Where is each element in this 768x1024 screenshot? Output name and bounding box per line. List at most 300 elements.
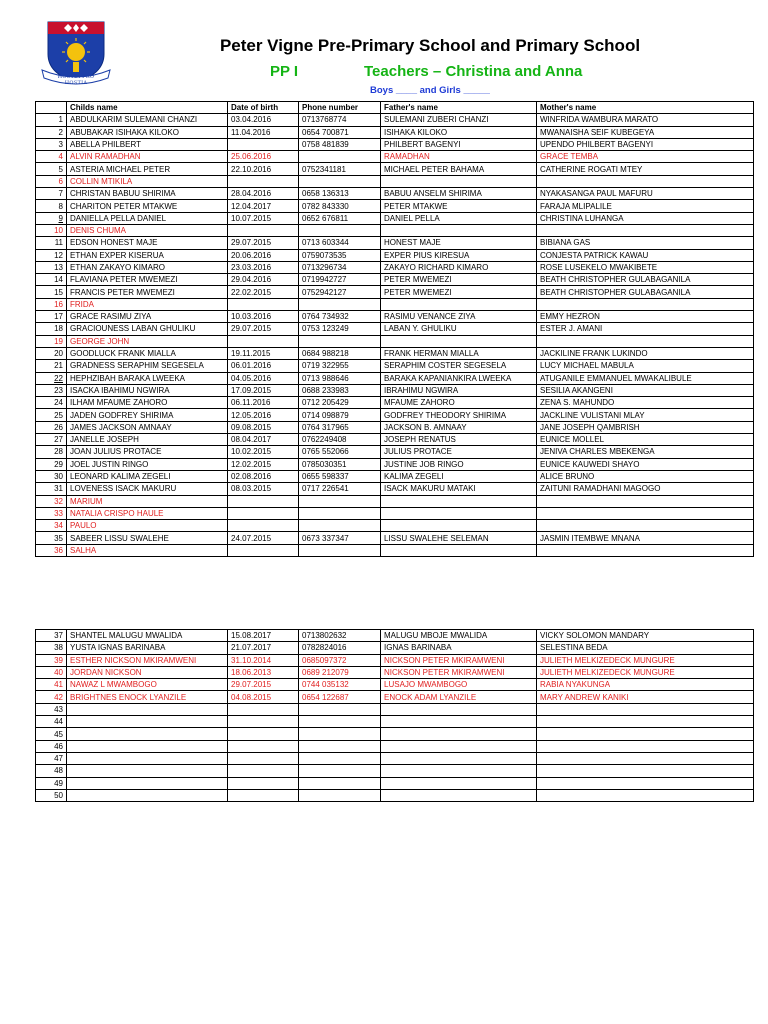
child-name-cell: ILHAM MFAUME ZAHORO: [67, 397, 228, 409]
row-number-cell: 18: [36, 323, 67, 335]
father-name-cell: [381, 728, 537, 740]
phone-number-cell: [299, 335, 381, 347]
mother-name-cell: MWANAISHA SEIF KUBEGEYA: [537, 126, 754, 138]
table-row: [36, 397, 754, 409]
date-of-birth-cell: 22.02.2015: [228, 286, 299, 298]
date-of-birth-cell: [228, 507, 299, 519]
table-row: [36, 335, 754, 347]
father-name-cell: LUSAJO MWAMBOGO: [381, 679, 537, 691]
date-of-birth-cell: [228, 728, 299, 740]
date-of-birth-cell: 29.07.2015: [228, 237, 299, 249]
row-number-cell: 14: [36, 274, 67, 286]
row-number-cell: 20: [36, 347, 67, 359]
table-header-row: [36, 102, 754, 114]
date-of-birth-cell: 11.04.2016: [228, 126, 299, 138]
date-of-birth-cell: 17.09.2015: [228, 384, 299, 396]
mother-name-cell: SELESTINA BEDA: [537, 642, 754, 654]
row-number-cell: 1: [36, 114, 67, 126]
date-of-birth-cell: [228, 703, 299, 715]
table-row: [36, 679, 754, 691]
child-name-cell: SHANTEL MALUGU MWALIDA: [67, 630, 228, 642]
father-name-cell: PETER MWEMEZI: [381, 286, 537, 298]
row-number-cell: 8: [36, 200, 67, 212]
row-number-cell: 11: [36, 237, 67, 249]
phone-number-cell: 0752341181: [299, 163, 381, 175]
mother-name-cell: [537, 703, 754, 715]
child-name-cell: JADEN GODFREY SHIRIMA: [67, 409, 228, 421]
phone-number-cell: [299, 520, 381, 532]
child-name-cell: ABUBAKAR ISIHAKA KILOKO: [67, 126, 228, 138]
phone-number-cell: 0714 098879: [299, 409, 381, 421]
table-row: [36, 777, 754, 789]
father-name-cell: MICHAEL PETER BAHAMA: [381, 163, 537, 175]
child-name-cell: JAMES JACKSON AMNAAY: [67, 421, 228, 433]
date-of-birth-cell: 15.08.2017: [228, 630, 299, 642]
father-name-cell: PHILBERT BAGENYI: [381, 138, 537, 150]
table-row: [36, 138, 754, 150]
phone-number-cell: 0785030351: [299, 458, 381, 470]
phone-number-cell: [299, 175, 381, 187]
boys-girls-count-line: Boys ____ and Girls _____: [370, 85, 490, 96]
table-row: [36, 532, 754, 544]
mother-name-cell: BEATH CHRISTOPHER GULABAGANILA: [537, 274, 754, 286]
table-row: [36, 507, 754, 519]
row-number-cell: 34: [36, 520, 67, 532]
child-name-cell: NATALIA CRISPO HAULE: [67, 507, 228, 519]
child-name-cell: [67, 728, 228, 740]
phone-number-cell: 0688 233983: [299, 384, 381, 396]
date-of-birth-cell: 04.05.2016: [228, 372, 299, 384]
date-of-birth-cell: 06.01.2016: [228, 360, 299, 372]
father-name-cell: NICKSON PETER MKIRAMWENI: [381, 654, 537, 666]
mother-name-cell: [537, 335, 754, 347]
phone-number-cell: 0717 226541: [299, 483, 381, 495]
column-header-date-of-birth: Date of birth: [228, 102, 299, 114]
phone-number-cell: 0684 988218: [299, 347, 381, 359]
father-name-cell: [381, 544, 537, 556]
child-name-cell: CHARITON PETER MTAKWE: [67, 200, 228, 212]
table-row: [36, 311, 754, 323]
child-name-cell: [67, 789, 228, 801]
table-row: [36, 286, 754, 298]
father-name-cell: [381, 520, 537, 532]
phone-number-cell: [299, 495, 381, 507]
student-roster-table: [35, 101, 754, 557]
phone-number-cell: 0654 700871: [299, 126, 381, 138]
phone-number-cell: 0655 598337: [299, 470, 381, 482]
date-of-birth-cell: 06.11.2016: [228, 397, 299, 409]
date-of-birth-cell: [228, 335, 299, 347]
date-of-birth-cell: [228, 224, 299, 236]
father-name-cell: DANIEL PELLA: [381, 212, 537, 224]
table-row: [36, 384, 754, 396]
child-name-cell: ESTHER NICKSON MKIRAMWENI: [67, 654, 228, 666]
date-of-birth-cell: 10.07.2015: [228, 212, 299, 224]
father-name-cell: JULIUS PROTACE: [381, 446, 537, 458]
table-row: [36, 163, 754, 175]
mother-name-cell: JULIETH MELKIZEDECK MUNGURE: [537, 666, 754, 678]
table-row: [36, 114, 754, 126]
father-name-cell: FRANK HERMAN MIALLA: [381, 347, 537, 359]
row-number-cell: 4: [36, 151, 67, 163]
date-of-birth-cell: [228, 752, 299, 764]
school-name: Peter Vigne Pre-Primary School and Primary School: [219, 36, 641, 55]
table-row: [36, 752, 754, 764]
father-name-cell: [381, 224, 537, 236]
father-name-cell: [381, 335, 537, 347]
father-name-cell: SERAPHIM COSTER SEGESELA: [381, 360, 537, 372]
father-name-cell: RAMADHAN: [381, 151, 537, 163]
row-number-cell: 5: [36, 163, 67, 175]
table-row: [36, 274, 754, 286]
phone-number-cell: [299, 151, 381, 163]
phone-number-cell: 0719942727: [299, 274, 381, 286]
mother-name-cell: [537, 789, 754, 801]
row-number-cell: 35: [36, 532, 67, 544]
mother-name-cell: LUCY MICHAEL MABULA: [537, 360, 754, 372]
date-of-birth-cell: 29.07.2015: [228, 679, 299, 691]
father-name-cell: JOSEPH RENATUS: [381, 434, 537, 446]
phone-number-cell: [299, 789, 381, 801]
child-name-cell: ETHAN EXPER KISERUA: [67, 249, 228, 261]
table-row: [36, 446, 754, 458]
child-name-cell: JOAN JULIUS PROTACE: [67, 446, 228, 458]
row-number-cell: 23: [36, 384, 67, 396]
date-of-birth-cell: [228, 138, 299, 150]
row-number-cell: 13: [36, 261, 67, 273]
phone-number-cell: 0759073535: [299, 249, 381, 261]
mother-name-cell: WINFRIDA WAMBURA MARATO: [537, 114, 754, 126]
table-row: [36, 347, 754, 359]
child-name-cell: DANIELLA PELLA DANIEL: [67, 212, 228, 224]
date-of-birth-cell: [228, 740, 299, 752]
mother-name-cell: [537, 520, 754, 532]
mother-name-cell: CONJESTA PATRICK KAWAU: [537, 249, 754, 261]
date-of-birth-cell: [228, 495, 299, 507]
phone-number-cell: [299, 298, 381, 310]
row-number-cell: 27: [36, 434, 67, 446]
table-row: [36, 630, 754, 642]
phone-number-cell: 0752942127: [299, 286, 381, 298]
mother-name-cell: JANE JOSEPH QAMBRISH: [537, 421, 754, 433]
child-name-cell: SABEER LISSU SWALEHE: [67, 532, 228, 544]
child-name-cell: FRANCIS PETER MWEMEZI: [67, 286, 228, 298]
row-number-cell: 40: [36, 666, 67, 678]
father-name-cell: SULEMANI ZUBERI CHANZI: [381, 114, 537, 126]
father-name-cell: LABAN Y. GHULIKU: [381, 323, 537, 335]
child-name-cell: ALVIN RAMADHAN: [67, 151, 228, 163]
child-name-cell: [67, 752, 228, 764]
phone-number-cell: 0689 212079: [299, 666, 381, 678]
date-of-birth-cell: 04.08.2015: [228, 691, 299, 703]
date-of-birth-cell: 29.04.2016: [228, 274, 299, 286]
date-of-birth-cell: 23.03.2016: [228, 261, 299, 273]
date-of-birth-cell: 25.06.2016: [228, 151, 299, 163]
row-number-cell: 45: [36, 728, 67, 740]
date-of-birth-cell: [228, 716, 299, 728]
child-name-cell: ISACKA IBAHIMU NGWIRA: [67, 384, 228, 396]
table-row: [36, 237, 754, 249]
phone-number-cell: 0654 122687: [299, 691, 381, 703]
row-number-cell: 10: [36, 224, 67, 236]
table-row: [36, 789, 754, 801]
child-name-cell: NAWAZ L MWAMBOGO: [67, 679, 228, 691]
child-name-cell: HEPHZIBAH BARAKA LWEEKA: [67, 372, 228, 384]
mother-name-cell: [537, 495, 754, 507]
phone-number-cell: [299, 703, 381, 715]
date-of-birth-cell: 18.06.2013: [228, 666, 299, 678]
phone-number-cell: 0753 123249: [299, 323, 381, 335]
phone-number-cell: 0713768774: [299, 114, 381, 126]
phone-number-cell: 0652 676811: [299, 212, 381, 224]
row-number-cell: 38: [36, 642, 67, 654]
child-name-cell: [67, 765, 228, 777]
date-of-birth-cell: 08.04.2017: [228, 434, 299, 446]
phone-number-cell: 0658 136313: [299, 188, 381, 200]
table-row: [36, 740, 754, 752]
phone-number-cell: 0764 317965: [299, 421, 381, 433]
mother-name-cell: CATHERINE ROGATI MTEY: [537, 163, 754, 175]
row-number-cell: 3: [36, 138, 67, 150]
row-number-cell: 30: [36, 470, 67, 482]
mother-name-cell: MARY ANDREW KANIKI: [537, 691, 754, 703]
table-row: [36, 175, 754, 187]
row-number-cell: 22: [36, 372, 67, 384]
child-name-cell: GRACE RASIMU ZIYA: [67, 311, 228, 323]
column-header-father-name: Father's name: [381, 102, 537, 114]
table-row: [36, 421, 754, 433]
father-name-cell: MFAUME ZAHORO: [381, 397, 537, 409]
table-row: [36, 666, 754, 678]
father-name-cell: ISIHAKA KILOKO: [381, 126, 537, 138]
father-name-cell: [381, 175, 537, 187]
phone-number-cell: 0765 552066: [299, 446, 381, 458]
mother-name-cell: [537, 298, 754, 310]
row-number-cell: 16: [36, 298, 67, 310]
father-name-cell: [381, 298, 537, 310]
mother-name-cell: RABIA NYAKUNGA: [537, 679, 754, 691]
row-number-cell: 17: [36, 311, 67, 323]
mother-name-cell: CHRISTINA LUHANGA: [537, 212, 754, 224]
child-name-cell: ASTERIA MICHAEL PETER: [67, 163, 228, 175]
table-row: [36, 483, 754, 495]
row-number-cell: 7: [36, 188, 67, 200]
father-name-cell: [381, 507, 537, 519]
mother-name-cell: JULIETH MELKIZEDECK MUNGURE: [537, 654, 754, 666]
father-name-cell: ZAKAYO RICHARD KIMARO: [381, 261, 537, 273]
father-name-cell: PETER MWEMEZI: [381, 274, 537, 286]
child-name-cell: JANELLE JOSEPH: [67, 434, 228, 446]
row-number-cell: 37: [36, 630, 67, 642]
date-of-birth-cell: 29.07.2015: [228, 323, 299, 335]
mother-name-cell: [537, 728, 754, 740]
child-name-cell: [67, 703, 228, 715]
phone-number-cell: 0744 035132: [299, 679, 381, 691]
phone-number-cell: 0713296734: [299, 261, 381, 273]
child-name-cell: [67, 777, 228, 789]
row-number-cell: 36: [36, 544, 67, 556]
child-name-cell: [67, 716, 228, 728]
table-row: [36, 495, 754, 507]
mother-name-cell: JACKLINE VULISTANI MLAY: [537, 409, 754, 421]
phone-number-cell: [299, 544, 381, 556]
table-row: [36, 716, 754, 728]
father-name-cell: GODFREY THEODORY SHIRIMA: [381, 409, 537, 421]
mother-name-cell: [537, 544, 754, 556]
table-row: [36, 765, 754, 777]
row-number-cell: 25: [36, 409, 67, 421]
phone-number-cell: 0673 337347: [299, 532, 381, 544]
table-row: [36, 372, 754, 384]
row-number-cell: 29: [36, 458, 67, 470]
date-of-birth-cell: 09.08.2015: [228, 421, 299, 433]
child-name-cell: GRADNESS SERAPHIM SEGESELA: [67, 360, 228, 372]
row-number-cell: 24: [36, 397, 67, 409]
father-name-cell: LISSU SWALEHE SELEMAN: [381, 532, 537, 544]
row-number-cell: 33: [36, 507, 67, 519]
table-row: [36, 728, 754, 740]
father-name-cell: ENOCK ADAM LYANZILE: [381, 691, 537, 703]
father-name-cell: BARAKA KAPANIANKIRA LWEEKA: [381, 372, 537, 384]
mother-name-cell: ZAITUNI RAMADHANI MAGOGO: [537, 483, 754, 495]
father-name-cell: [381, 740, 537, 752]
phone-number-cell: [299, 765, 381, 777]
mother-name-cell: UPENDO PHILBERT BAGENYI: [537, 138, 754, 150]
date-of-birth-cell: [228, 777, 299, 789]
phone-number-cell: 0713 603344: [299, 237, 381, 249]
row-number-cell: 39: [36, 654, 67, 666]
father-name-cell: [381, 765, 537, 777]
phone-number-cell: [299, 224, 381, 236]
date-of-birth-cell: 19.11.2015: [228, 347, 299, 359]
row-number-cell: 6: [36, 175, 67, 187]
table-row: [36, 642, 754, 654]
date-of-birth-cell: [228, 298, 299, 310]
mother-name-cell: [537, 224, 754, 236]
father-name-cell: IBRAHIMU NGWIRA: [381, 384, 537, 396]
father-name-cell: EXPER PIUS KIRESUA: [381, 249, 537, 261]
mother-name-cell: EUNICE MOLLEL: [537, 434, 754, 446]
table-row: [36, 212, 754, 224]
row-number-cell: 26: [36, 421, 67, 433]
child-name-cell: SALHA: [67, 544, 228, 556]
mother-name-cell: [537, 716, 754, 728]
phone-number-cell: 0762249408: [299, 434, 381, 446]
table-row: [36, 470, 754, 482]
date-of-birth-cell: [228, 520, 299, 532]
child-name-cell: COLLIN MTIKILA: [67, 175, 228, 187]
phone-number-cell: [299, 740, 381, 752]
child-name-cell: FRIDA: [67, 298, 228, 310]
phone-number-cell: 0712 205429: [299, 397, 381, 409]
date-of-birth-cell: 21.07.2017: [228, 642, 299, 654]
table-row: [36, 520, 754, 532]
child-name-cell: GOODLUCK FRANK MIALLA: [67, 347, 228, 359]
teachers-line: Teachers – Christina and Anna: [364, 63, 583, 80]
mother-name-cell: BEATH CHRISTOPHER GULABAGANILA: [537, 286, 754, 298]
phone-number-cell: 0713802632: [299, 630, 381, 642]
child-name-cell: BRIGHTNES ENOCK LYANZILE: [67, 691, 228, 703]
column-header-mother-name: Mother's name: [537, 102, 754, 114]
mother-name-cell: [537, 752, 754, 764]
table-row: [36, 188, 754, 200]
row-number-cell: 31: [36, 483, 67, 495]
phone-number-cell: 0764 734932: [299, 311, 381, 323]
child-name-cell: LOVENESS ISACK MAKURU: [67, 483, 228, 495]
child-name-cell: GRACIOUNESS LABAN GHULIKU: [67, 323, 228, 335]
row-number-cell: 41: [36, 679, 67, 691]
table-row: [36, 409, 754, 421]
father-name-cell: HONEST MAJE: [381, 237, 537, 249]
row-number-cell: 28: [36, 446, 67, 458]
mother-name-cell: JENIVA CHARLES MBEKENGA: [537, 446, 754, 458]
father-name-cell: [381, 752, 537, 764]
date-of-birth-cell: [228, 765, 299, 777]
father-name-cell: [381, 716, 537, 728]
child-name-cell: MARIUM: [67, 495, 228, 507]
table-row: [36, 298, 754, 310]
mother-name-cell: EMMY HEZRON: [537, 311, 754, 323]
phone-number-cell: 0782 843330: [299, 200, 381, 212]
father-name-cell: [381, 703, 537, 715]
mother-name-cell: NYAKASANGA PAUL MAFURU: [537, 188, 754, 200]
date-of-birth-cell: 08.03.2015: [228, 483, 299, 495]
row-number-cell: 42: [36, 691, 67, 703]
table-row: [36, 200, 754, 212]
table-row: [36, 544, 754, 556]
mother-name-cell: ALICE BRUNO: [537, 470, 754, 482]
date-of-birth-cell: 03.04.2016: [228, 114, 299, 126]
child-name-cell: ABDULKARIM SULEMANI CHANZI: [67, 114, 228, 126]
father-name-cell: BABUU ANSELM SHIRIMA: [381, 188, 537, 200]
mother-name-cell: [537, 777, 754, 789]
father-name-cell: ISACK MAKURU MATAKI: [381, 483, 537, 495]
child-name-cell: JORDAN NICKSON: [67, 666, 228, 678]
mother-name-cell: [537, 740, 754, 752]
child-name-cell: ABELLA PHILBERT: [67, 138, 228, 150]
child-name-cell: DENIS CHUMA: [67, 224, 228, 236]
student-roster-table-continued: [35, 629, 754, 802]
row-number-cell: 12: [36, 249, 67, 261]
phone-number-cell: [299, 716, 381, 728]
date-of-birth-cell: 20.06.2016: [228, 249, 299, 261]
father-name-cell: PETER MTAKWE: [381, 200, 537, 212]
date-of-birth-cell: 28.04.2016: [228, 188, 299, 200]
date-of-birth-cell: 12.04.2017: [228, 200, 299, 212]
child-name-cell: CHRISTAN BABUU SHIRIMA: [67, 188, 228, 200]
child-name-cell: FLAVIANA PETER MWEMEZI: [67, 274, 228, 286]
column-header-number: [36, 102, 67, 114]
mother-name-cell: [537, 507, 754, 519]
phone-number-cell: [299, 728, 381, 740]
class-name: PP I: [270, 63, 299, 80]
date-of-birth-cell: [228, 544, 299, 556]
child-name-cell: GEORGE JOHN: [67, 335, 228, 347]
phone-number-cell: [299, 777, 381, 789]
date-of-birth-cell: 31.10.2014: [228, 654, 299, 666]
date-of-birth-cell: [228, 175, 299, 187]
table-row: [36, 691, 754, 703]
father-name-cell: [381, 495, 537, 507]
date-of-birth-cell: 10.02.2015: [228, 446, 299, 458]
table-row: [36, 458, 754, 470]
date-of-birth-cell: 12.05.2016: [228, 409, 299, 421]
father-name-cell: KALIMA ZEGELI: [381, 470, 537, 482]
row-number-cell: 2: [36, 126, 67, 138]
table-row: [36, 249, 754, 261]
phone-number-cell: 0685097372: [299, 654, 381, 666]
father-name-cell: JUSTINE JOB RINGO: [381, 458, 537, 470]
